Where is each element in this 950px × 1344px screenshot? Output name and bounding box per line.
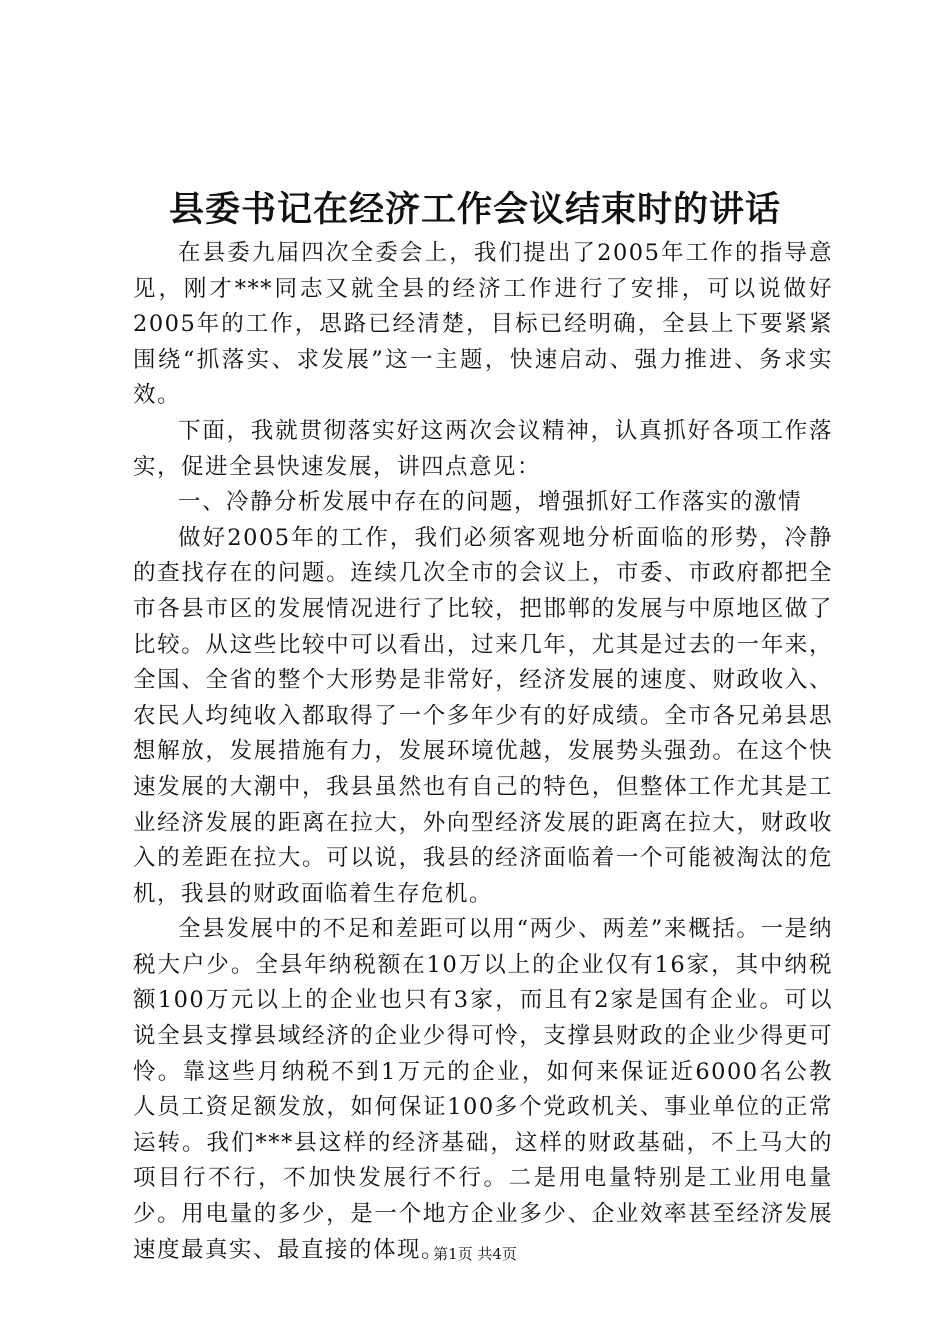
- document-title: 县委书记在经济工作会议结束时的讲话: [168, 189, 781, 230]
- paragraph-situation: 做好2005年的工作，我们必须客观地分析面临的形势，冷静的查找存在的问题。连续几次全市的会议上，市委、市政府都把全市各县市区的发展情况进行了比较，把邯郸的发展与中原地区做了比较。从这些比较中可以看出，过来几年，尤其是过去的一年来，全国、全省的整个大形势是非常好，经济发展的速度、财政收入、农民人均纯收入都取得了一个多年少有的好成绩。全市各兄弟县思想解放，发展措施有力，发展环境优越，发展势头强劲。在这个快速发展的大潮中，我县虽然也有自己的特色，但整体工作尤其是工业经济发展的距离在拉大，外向型经济发展的距离在拉大，财政收入的差距在拉大。可以说，我县的经济面临着一个可能被淘汰的危机，我县的财政面临着生存危机。: [133, 524, 833, 907]
- page-number-footer: 第1页 共4页: [433, 1245, 517, 1263]
- paragraph-gaps: 全县发展中的不足和差距可以用“两少、两差”来概括。一是纳税大户少。全县年纳税额在10万以上的企业仅有16家，其中纳税额100万元以上的企业也只有3家，而且有2家是国有企业。可以说全县支撑县域经济的企业少得可怜，支撑县财政的企业少得更可怜。靠这些月纳税不到1万元的企业，如何来保证近6000名公教人员工资足额发放，如何保证100多个党政机关、事业单位的正常运转。我们***县这样的经济基础，这样的财政基础，不上马大的项目行不行，不加快发展行不行。二是用电量特别是工业用电量少。用电量的多少，是一个地方企业多少、企业效率甚至经济发展速度最真实、最直接的体现。: [133, 916, 833, 1263]
- paragraph-outline: 下面，我就贯彻落实好这两次会议精神，认真抓好各项工作落实，促进全县快速发展，讲四点意见：: [133, 417, 833, 480]
- document-body: [133, 236, 833, 1268]
- section-heading-1: 一、冷静分析发展中存在的问题，增强抓好工作落实的激情: [178, 489, 803, 516]
- paragraph-intro: 在县委九届四次全委会上，我们提出了2005年工作的指导意见，刚才***同志又就全县的经济工作进行了安排，可以说做好2005年的工作，思路已经清楚，目标已经明确，全县上下要紧紧围绕“抓落实、求发展”这一主题，快速启动、强力推进、务求实效。: [133, 240, 833, 409]
